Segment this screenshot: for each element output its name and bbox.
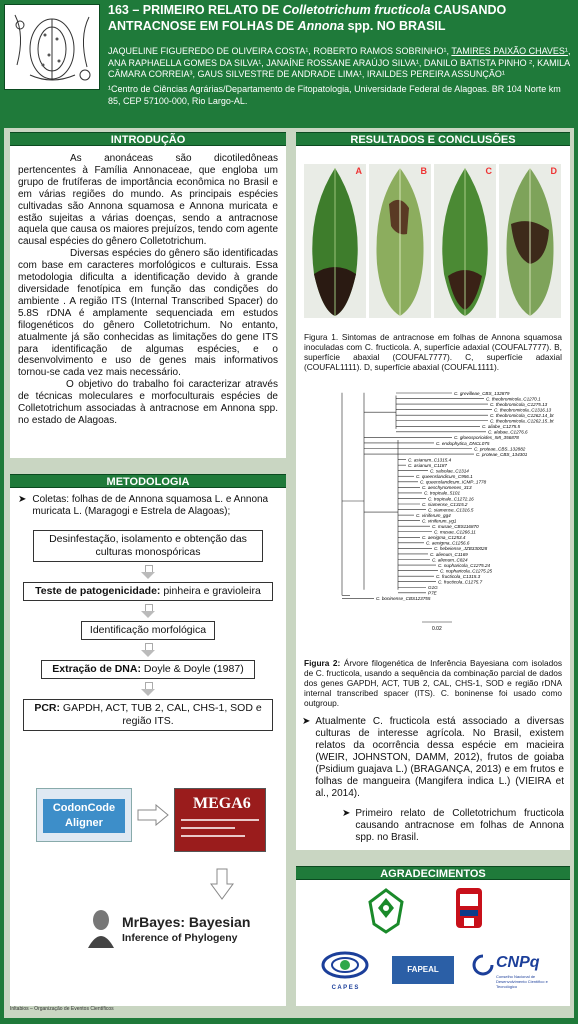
leaf-photo-b <box>369 164 431 318</box>
leaf-label-b: B <box>420 166 427 176</box>
tree-taxon-label: C. grevilleae_CBS_132879 <box>454 390 510 396</box>
intro-paragraph-1: As anonáceas são dicotiledôneas pertencentes à Família Annonaceae, que engloba um grupo de frutíferas de importância econômica no Brasil e em várias regiões do mundo. As principais espécies cultivadas são Annona squamosa e Annona muricata e estão sujeitas a várias doenças, sendo a antracnose aquela que causa os maiores prejuízos, tendo com agente causal espécies do gênero Colletotrichum. <box>18 153 278 248</box>
tree-taxon-label: C. queenslandicum_ICMP_1778 <box>420 479 487 485</box>
tree-taxon-label: C. fructicola_C1315.3 <box>436 573 481 579</box>
tree-taxon-label: C. proteae_CBS_132882 <box>474 446 526 452</box>
tree-taxon-label: C. aliabe_C1275.5 <box>482 424 521 430</box>
figure-1-leaves <box>304 164 562 318</box>
tree-taxon-label: C. tropicale_5101 <box>424 490 461 496</box>
tree-taxon-label: C. nupharicola_C1275.25 <box>440 568 493 574</box>
leaf-photo-a <box>304 164 366 318</box>
leaf-photo-c <box>434 164 496 318</box>
cnpq-swirl-icon <box>472 954 494 976</box>
result-bullet-2: ➤ Primeiro relato de Colletotrichum fructicola causando antracnose em folhas de Annona spp. no Brasil. <box>342 808 564 843</box>
tree-taxon-label: C. nupharicola_C1275.24 <box>438 562 491 568</box>
intro-heading: INTRODUÇÃO <box>10 132 286 146</box>
tree-taxon-label: C. hebeiense_JZB330028 <box>434 546 488 552</box>
figure-1-caption: Figura 1. Sintomas de antracnose em folhas de Annona squamosa inoculadas com C. fructicola. A, superfície adaxial (COUFAL7777). B, superfície abaxial (COUFAL7777). C, superfície adaxial (COUFAL1111). D, superfície abaxial (COUFAL1111). <box>304 332 562 372</box>
leaf-label-c: C <box>485 166 492 176</box>
tree-taxon-label: C. proteae_CBS_134301 <box>476 451 528 457</box>
results-bullets <box>302 716 564 844</box>
poster-title: 163 – PRIMEIRO RELATO DE Colletotrichum fructicola CAUSANDO ANTRACNOSE EM FOLHAS DE Annona spp. NO BRASIL <box>108 3 507 33</box>
tree-taxon-label: C. theobromicola_C1262.15_bt <box>490 418 554 424</box>
phylogenetic-tree <box>302 386 564 634</box>
poster-header <box>0 0 578 128</box>
arrow-down-icon <box>141 643 155 657</box>
tree-taxon-label: C. theobromicola_C1270.1 <box>486 396 541 402</box>
resultados-heading: RESULTADOS E CONCLUSÕES <box>296 132 570 146</box>
tree-taxon-label: C. tropicale_C1272.16 <box>428 496 474 502</box>
tree-taxon-label: C. gloeosporioides_IMI_356878 <box>454 435 519 441</box>
result-bullet-1: ➤ Atualmente C. fructicola está associado a diversas culturas de interesse agrícola. No Brasil, existem relatos da ocorrência dessa espécie em macieira (WEIR, JOHNSTON, DAMM, 2012), frutos de goiaba (Psidium guajava L.) (BRAGANÇA, 2013) e em frutos e folhas de mangueira (Mangifera indica L.) (VIEIRA et al., 2014). <box>302 716 564 799</box>
arrow-down-icon <box>141 682 155 696</box>
arrow-bullet-icon: ➤ <box>302 716 311 727</box>
flow-step-extracao: Extração de DNA: Doyle & Doyle (1987) <box>41 660 255 679</box>
arrow-down-icon <box>141 604 155 618</box>
authors: JAQUELINE FIGUEREDO DE OLIVEIRA COSTA¹, ROBERTO RAMOS SOBRINHO¹, TAMIRES PAIXÃO CHAVES¹, ANA RAPHAELLA GOMES DA SILVA¹, JANAÍNE ROSSANE ARAÚJO SILVA¹, DANILO BATISTA PINHO ², KAMILA CÂMARA CORREIA³, GAUS SILVESTRE DE ANDRADE LIMA¹, IRAILDES PEREIRA ASSUNÇÃO¹ <box>108 46 571 79</box>
tree-taxon-label: C. musae_CBS116870 <box>432 524 479 529</box>
arrow-down-large-icon <box>210 868 234 900</box>
fapeal-logo: FAPEAL <box>392 956 454 984</box>
tree-taxon-label: C. fructicola_C1275.7 <box>438 579 483 585</box>
tree-taxon-label: C. viniferum_gg4 <box>416 512 451 518</box>
arrow-bullet-icon: ➤ <box>342 808 351 819</box>
footer-credit: Inltabios – Organização de Eventos Científicos <box>10 1006 114 1012</box>
section-divider <box>10 458 286 474</box>
ufal-ceca-logo <box>366 888 406 934</box>
tree-taxon-label: C. theobromicola_C1275.13 <box>490 401 548 407</box>
capes-logo: C A P E S <box>320 950 370 990</box>
affiliation: ¹Centro de Ciências Agrárias/Departamento de Fitopatologia, Universidade Federal de Alagoas. BR 104 Norte km 85, CEP 57100-000, Rio Largo-AL. <box>108 84 561 106</box>
tree-taxon-label: C. theobromicola_C1262.14_bt <box>490 413 554 418</box>
tree-taxon-label: C. alienum_C824 <box>432 557 468 563</box>
tree-svg <box>302 386 564 634</box>
cnpq-logo: CNPq Conselho Nacional de Desenvolvimento Científico e Tecnológico <box>472 954 566 988</box>
metodologia-heading: METODOLOGIA <box>10 474 286 488</box>
tree-taxon-label: C. theobromicola_C1316.13 <box>494 407 552 413</box>
tree-taxon-label: C. viniferum_yg1 <box>422 518 457 524</box>
arrow-right-icon <box>136 804 170 826</box>
arrow-down-icon <box>141 565 155 579</box>
intro-paragraph-3: O objetivo do trabalho foi caracterizar através de técnicas moleculares e morfoculturais espécies de Colletotrichum associadas à antracnose em Annona spp. no estado de Alagoas. <box>18 379 278 426</box>
tree-taxon-label: C. queenslandicum_C956.1 <box>416 474 473 480</box>
arrow-bullet-icon: ➤ <box>18 494 27 505</box>
leaf-photo-d <box>499 164 561 318</box>
tree-taxon-label: C. aenigma_C1256.6 <box>426 540 470 546</box>
coletas-item: ➤ Coletas: folhas de de Annona squamosa L. e Annona muricata L. (Maragogi e Estrela de Alagoas); <box>18 494 269 517</box>
tree-taxon-label: C. endophytica_DNCL075 <box>436 440 490 446</box>
flow-step-morfologica: Identificação morfológica <box>81 621 215 640</box>
mrbayes-subtitle: Inference of Phylogeny <box>122 932 238 944</box>
mrbayes-title: MrBayes: Bayesian <box>122 914 251 930</box>
tree-taxon-label: C. salsolae_C1314 <box>430 468 469 474</box>
tree-taxon-label: C. siamense_C1316.5 <box>428 507 474 513</box>
right-column <box>296 132 570 1006</box>
tree-taxon-label: P7E <box>428 590 437 596</box>
intro-text <box>10 146 286 427</box>
tree-taxon-label: C. asianum_C1315.4 <box>408 457 452 463</box>
flow-step-isolamento: Desinfestação, isolamento e obtenção das culturas monospóricas <box>33 530 263 562</box>
tree-taxon-label: C. siamense_C1315.2 <box>422 501 468 507</box>
codoncode-aligner-logo: CodonCode Aligner <box>36 788 132 842</box>
tree-taxon-label: C. musae_C1266.11 <box>434 529 476 535</box>
mega6-logo: MEGA6 <box>174 788 266 852</box>
tree-taxon-label: C. aenigma_C1253.4 <box>422 535 466 541</box>
tree-taxon-label: C. asianum_C1187 <box>408 462 447 468</box>
figure-2-caption: Figura 2: Árvore filogenética de Inferência Bayesiana com isolados de C. fructicola, usando a sequência da combinação parcial de dados dos genes GAPDH, ACT, TUB 2, CAL, CHS-1, SOD e região rDNA internal transcribed spacer (ITS). C. boninense foi usado como outgroup. <box>304 658 562 708</box>
tree-taxon-label: G1G <box>428 585 438 591</box>
bayes-portrait <box>86 908 116 948</box>
agradecimentos-heading: AGRADECIMENTOS <box>296 866 570 880</box>
leaf-label-a: A <box>355 166 362 176</box>
tree-taxon-label: C. boninense_CBS123755 <box>376 596 431 602</box>
intro-paragraph-2: Diversas espécies do gênero são identificadas com base em caracteres morfológicos e culturais. Essa metodologia dificulta a identificação devido à grande diversidade fenotípica em função das condições do ambiente . A região ITS (Internal Transcribed Spacer) do 5.8S rDNA é amplamente sequenciada em estudos filogenéticos do gênero Colletotrichum. No entanto, atualmente já são conhecidas as limitações do gene ITS para identificação de algumas espécies, e o desenvolvimento e uso de genes mais informativos tornou-se cada vez mais necessário. <box>18 248 278 379</box>
poster-body <box>4 128 574 1018</box>
leaf-label-d: D <box>550 166 557 176</box>
ufal-university-logo <box>454 886 484 932</box>
flow-step-pcr: PCR: GAPDH, ACT, TUB 2, CAL, CHS-1, SOD e região ITS. <box>23 699 273 731</box>
left-column <box>10 132 286 1006</box>
flow-step-patogenicidade: Teste de patogenicidade: pinheira e gravioleira <box>23 582 273 601</box>
section-divider <box>296 850 570 866</box>
presenting-author: TAMIRES PAIXÃO CHAVES¹ <box>451 46 568 56</box>
fungus-illustration-logo <box>4 4 100 90</box>
metodologia-section <box>10 474 286 731</box>
tree-taxon-label: C. aeschynomenes_313 <box>422 485 472 491</box>
tree-taxon-label: C. alabae_C1276.6 <box>488 429 528 435</box>
tree-taxon-label: C. alienum_C1169 <box>430 551 468 557</box>
tree-scale-label: 0.02 <box>432 626 442 632</box>
